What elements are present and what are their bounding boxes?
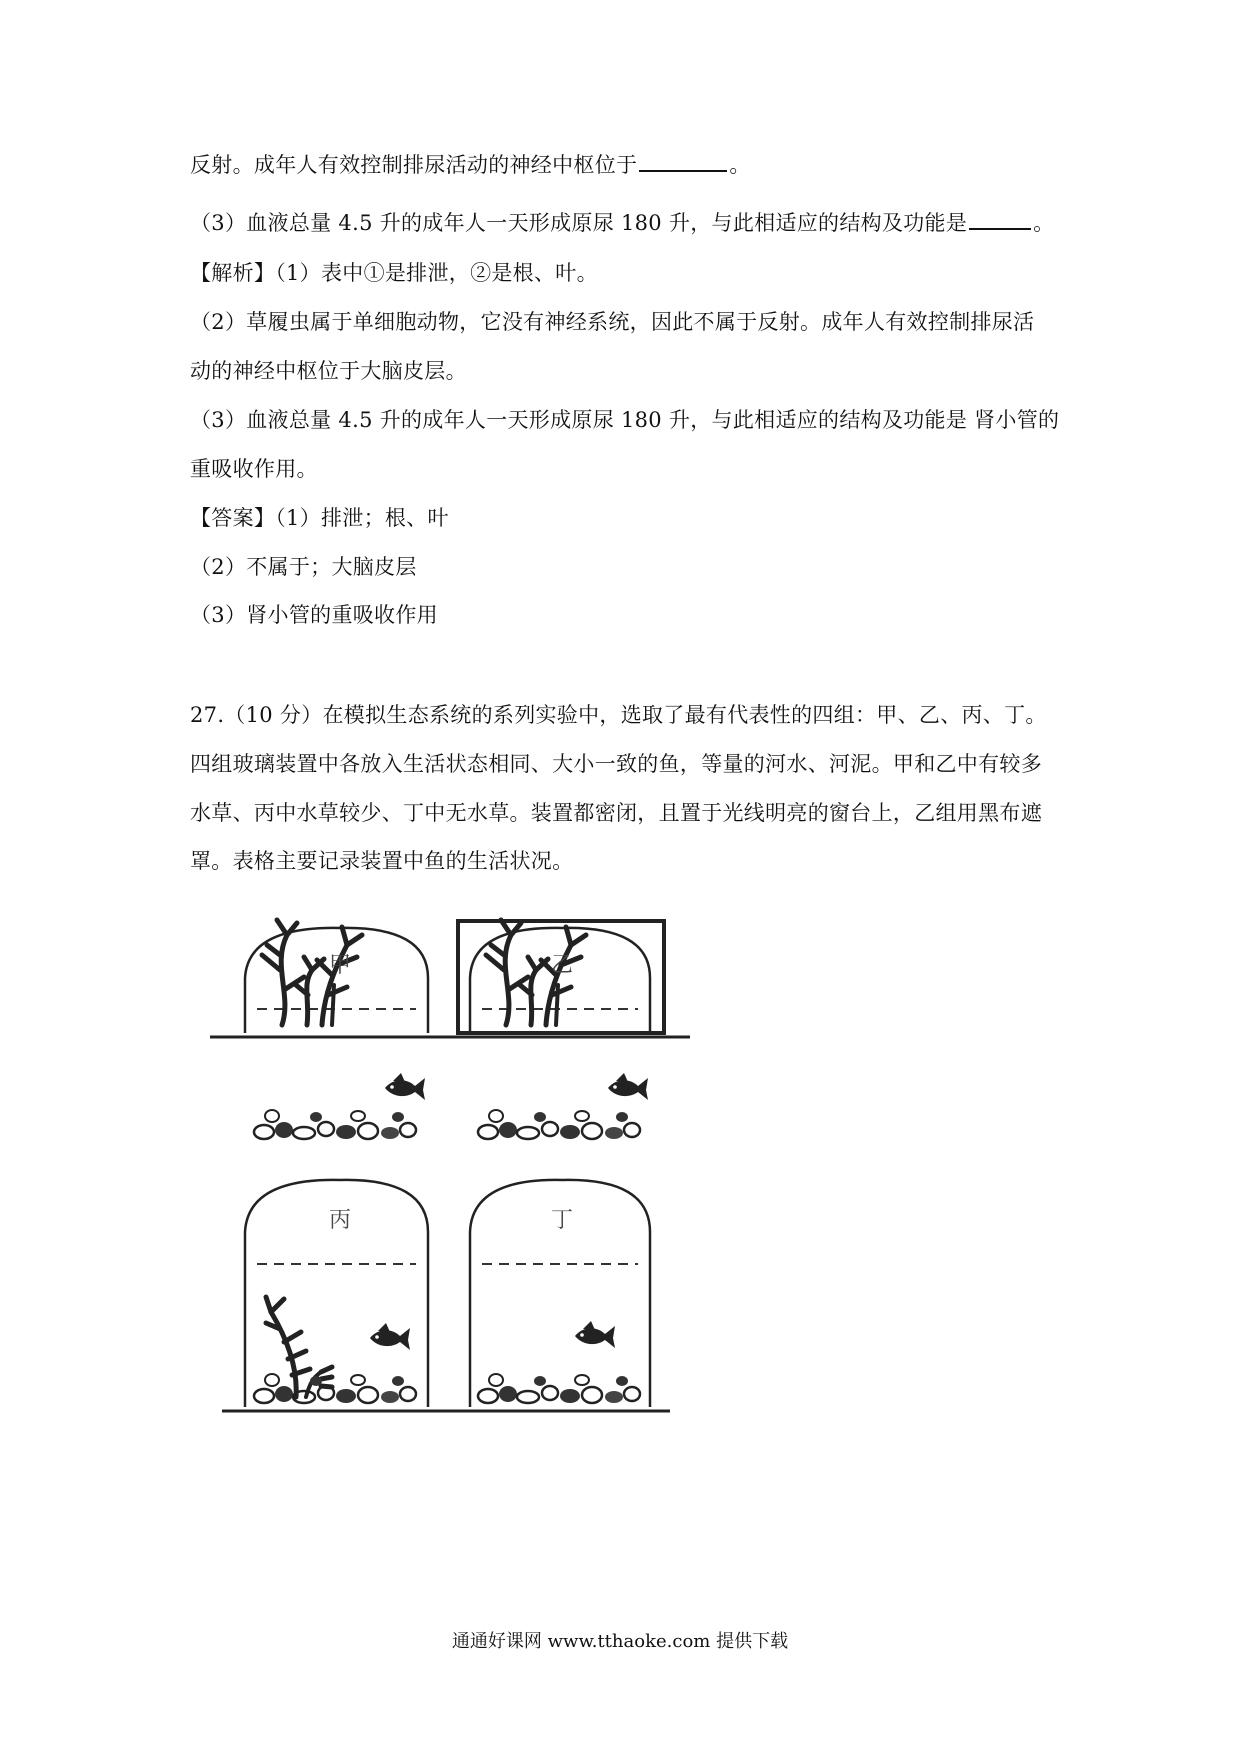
analysis-heading: 【解析】 (190, 261, 276, 285)
q27-line3: 水草、丙中水草较少、丁中无水草。装置都密闭，且置于光线明亮的窗台上，乙组用黑布遮 (190, 801, 1042, 825)
analysis-p3-line1: （3）血液总量 4.5 升的成年人一天形成原尿 180 升，与此相适应的结构及功能是 肾小管的 (190, 408, 1060, 432)
tank-jia (245, 920, 428, 1139)
q27-line1: 27.（10 分）在模拟生态系统的系列实验中，选取了最有代表性的四组：甲、乙、丙、丁。 (190, 703, 1047, 727)
page-footer: 通通好课网 www.tthaoke.com 提供下载 (451, 1631, 789, 1652)
analysis-p2-line1: （2）草履虫属于单细胞动物，它没有神经系统，因此不属于反射。成年人有效控制排尿活 (190, 310, 1035, 334)
answer-line3: （3）肾小管的重吸收作用 (190, 603, 438, 627)
tank-bing (245, 1180, 428, 1407)
tank-ding (470, 1180, 650, 1407)
answer-heading: 【答案】 (190, 506, 276, 530)
tank-yi (470, 920, 650, 1139)
prev-question-line1: 反射。成年人有效控制排尿活动的神经中枢位于 。 (190, 150, 1070, 180)
tank-label-yi: 乙 (550, 953, 574, 978)
q27-line4: 罩。表格主要记录装置中鱼的生活状况。 (190, 849, 574, 873)
tank-label-ding: 丁 (550, 1208, 574, 1233)
analysis-line1: 【解析】（1）表中①是排泄，②是根、叶。 (190, 261, 598, 285)
analysis-p2-line2: 动的神经中枢位于大脑皮层。 (190, 359, 467, 383)
answer-line2: （2）不属于；大脑皮层 (190, 555, 417, 579)
tank-label-bing: 丙 (328, 1208, 352, 1233)
answer-line1: 【答案】（1）排泄；根、叶 (190, 506, 449, 530)
q27-line2: 四组玻璃装置中各放入生活状态相同、大小一致的鱼，等量的河水、河泥。甲和乙中有较多 (190, 752, 1042, 776)
prev-question-line2: （3）血液总量 4.5 升的成年人一天形成原尿 180 升，与此相适应的结构及功能是 。 (190, 208, 1070, 238)
tank-label-jia: 甲 (328, 953, 352, 978)
analysis-p3-line2: 重吸收作用。 (190, 457, 318, 481)
